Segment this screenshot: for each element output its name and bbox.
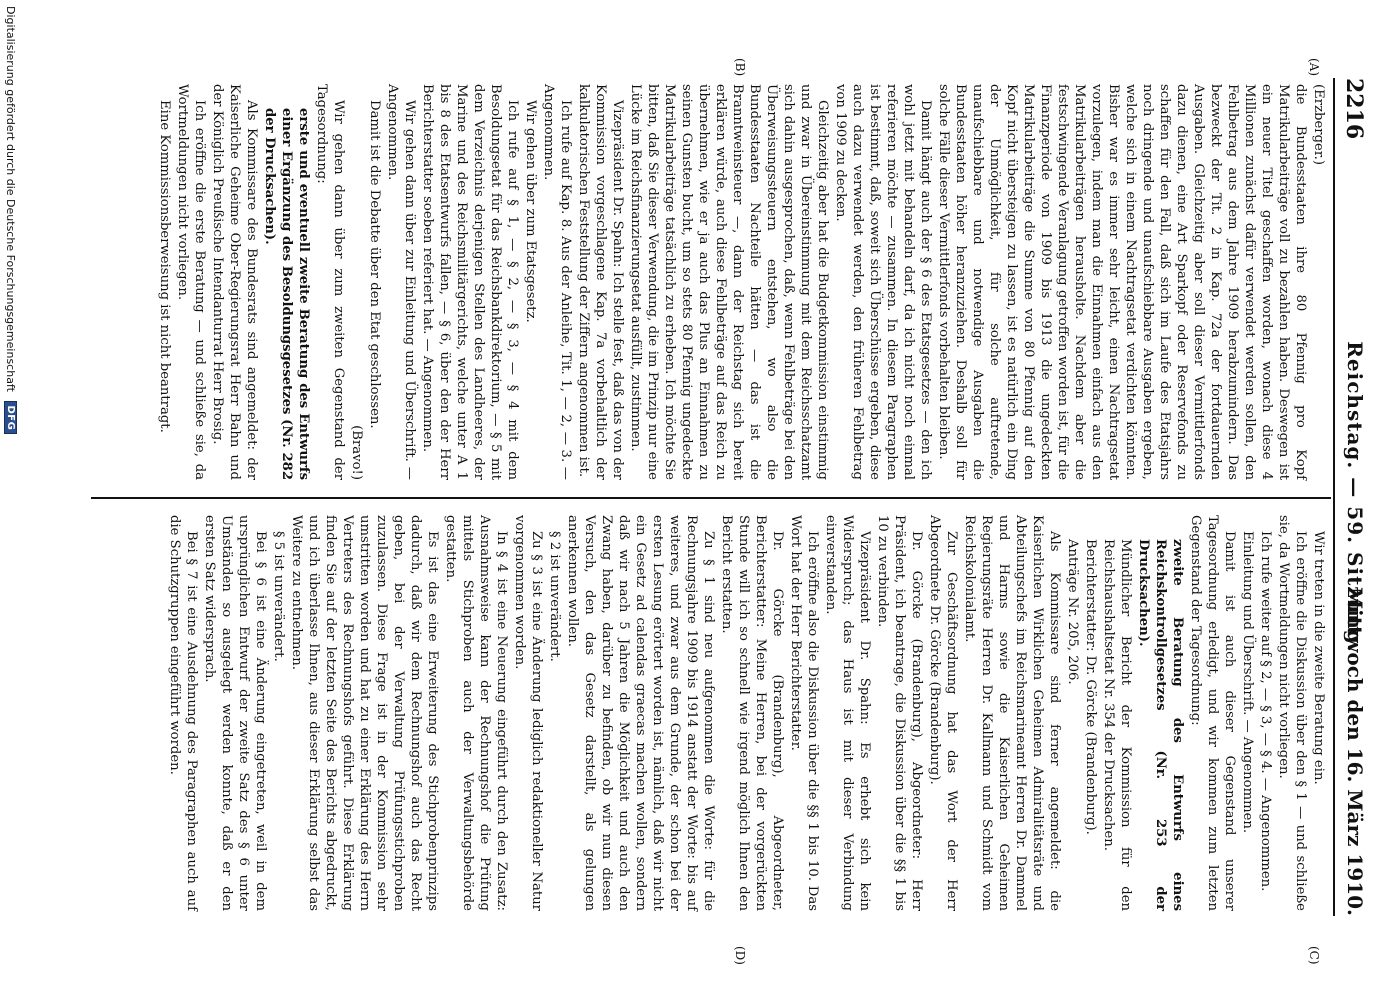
paragraph: Eine Kommissionsberweisung ist nicht beantragt. <box>157 100 172 433</box>
agenda-item: erste und eventuell zweite Beratung des Entwurfs einer Ergänzung des Besoldungsgesetzes (Nr. 282 der Drucksachen). <box>262 108 311 480</box>
paragraph: Wir treten in die zweite Beratung ein. <box>1311 531 1326 785</box>
paragraph: Zur Geschäftsordnung hat das Wort der Herr Abgeordnete Dr. Görcke (Brandenburg). <box>927 515 959 911</box>
paragraph: Vizepräsident Dr. Spahn: Es erhebt sich kein Widerspruch; das Haus ist mit dieser Verbindung einverstanden. <box>823 515 872 911</box>
paragraph: Berichterstatter: Dr. Görcke (Brandenburg). <box>1083 539 1098 835</box>
paragraph: Zu § 1 sind neu aufgenommen die Worte: für die Rechnungsjahre 1909 bis 1914 anstatt der Worte: bis auf weiteres, und zwar aus dem Grunde, der schon bei der ersten Lesung erörtert worden ist, nämlich, daß wir nicht ein Gesetz ad calendas graecas machen wollen, sondern daß wir nach 5 Jahren die Möglichkeit und auch den Zwang haben, darüber zu befinden, ob wir nun diesen Versuch, den das Gesetz darstellt, als gelungen anerkennen wollen. <box>565 515 716 911</box>
paragraph: Anträge Nr. 205, 206. <box>1065 539 1080 685</box>
paragraph: Ich rufe weiter auf § 2, — § 3, — § 4. — Angenommen. <box>1258 531 1273 892</box>
paragraph: Es ist das eine Erweiterung des Stichprobenprinzips dadurch, daß wir dem Rechnungshof auch das Recht geben, bei der Verwaltung Prüfungsstichproben zuzulassen. Diese Frage ist in der Kommission sehr umstritten worden und hat zu einer Erklärung des Herrn Vertreters des Rechnungshofs geführt. Diese Erklärung finden Sie auf der letzten Seite des Berichts abgedruckt, und ich überlasse Ihnen, aus dieser Erklärung selbst das Weitere zu entnehmen. <box>289 515 440 911</box>
paragraph: Bei § 6 ist eine Änderung eingetreten, weil in dem ursprünglichen Entwurf der zweite Satz des § 6 unter Umständen so ausgelegt werden konnte, daß er den ersten Satz widersprach. <box>202 515 268 911</box>
paragraph: Damit ist die Debatte über den Etat geschlossen. <box>367 100 382 429</box>
paragraph: In § 4 ist eine Neuerung eingeführt durch den Zusatz: Ausnahmsweise kann der Rechnungshof die Prüfung mittels Stichproben auch der Verwaltungsbehörde gestatten. <box>443 515 509 911</box>
paragraph: Als Kommissare sind ferner angemeldet: die Kaiserlichen Wirklichen Geheimen Admiralitätsräte und Abteilungschefs im Reichsmarineamt Herren Dr. Dammel und Harms sowie die Kaiserlichen Geheimen Regierungsräte Herren Dr. Kallmann und Schmidt vom Reichskolonialamt. <box>962 515 1062 911</box>
margin-marker-a: (A) <box>1307 58 1321 77</box>
paragraph: Damit ist auch dieser Gegenstand unserer Tagesordnung erledigt, und wir kommen zum letzten Gegenstand der Tagesordnung: <box>1188 515 1237 911</box>
session-date: Mittwoch den 16. März 1910. <box>1343 586 1367 916</box>
right-column <box>165 515 1327 911</box>
margin-marker-c: (C) <box>1307 946 1321 965</box>
paragraph: Einleitung und Überschrift. — Angenommen. <box>1240 531 1255 834</box>
paragraph: Damit hängt auch der § 6 des Etatsgesetzes — den ich wohl jetzt mit behandeln darf, da ich nicht noch einmal referieren möchte — zusammen. In diesem Paragraphen ist bestimmt, daß, soweit sich Überschüsse ergeben, diese auch dazu verwendet werden, den früheren Fehlbetrag von 1909 zu decken. <box>833 84 933 480</box>
page-title: Reichstag. — 59. Sitzung. <box>1343 341 1367 653</box>
paragraph: Ich rufe auf § 1, — § 2, — § 3, — § 4 mit dem Besoldungsetat für das Reichsbankdirektorium, — § 5 mit dem Verzeichnis derjenigen Stellen des Landheeres, der Marine und des Reichsmilitärgerichts, welche unter A 1 bis 8 des Etatsentwurfs fallen, — § 6, über den der Herr Berichterstatter soeben referiert hat. — Angenommen. <box>420 84 520 480</box>
page-header <box>1337 78 1367 916</box>
page-number: 2216 <box>1341 78 1367 140</box>
applause-note: (Bravo!) <box>349 425 364 480</box>
paragraph: § 5 ist unverändert. <box>271 531 286 662</box>
paragraph: Ich eröffne die Diskussion über den § 1 — und schließe sie, da Wortmeldungen nicht vorliegen. <box>1276 515 1308 911</box>
column-divider <box>91 497 1331 499</box>
paragraph: Ich eröffne die erste Beratung — und schließe sie, da Wortmeldungen nicht vorliegen. <box>175 84 207 480</box>
paragraph: Vizepräsident Dr. Spahn: Ich stelle fest, daß das von der Kommission vorgeschlagene Kap. 7a vorbehaltlich der kalkulatorischen Feststellung der Ziffern angenommen ist. <box>576 84 625 480</box>
paragraph: die Bundesstaaten ihre 80 Pfennig pro Kopf Matrikularbeiträge voll zu bezahlen haben. Deswegen ist ein neuer Titel geschaffen worden, wonach diese 4 Millionen zunächst dafür verwendet werden sollen, den Fehlbetrag aus dem Jahre 1909 herabzumindern. Das bezweckt der Tit. 2 in Kap. 72a der fortdauernden Ausgaben. Gleichzeitig aber soll dieser Vermittlerfonds dazu dienen, eine Art Sparkopf oder Reservefonds zu schaffen für den Fall, daß sich im Laufe des Etatsjahrs noch dringende und unaufschiebbare Ausgaben ergeben, welche sich in einem Nachtragsetat verdichten könnten. Bisher war es immer sehr leicht, einen Nachtragsetat vorzulegen, indem man die Einnahmen einfach aus den Matrikularbeiträgen herausholte. Nachdem aber die festschwingende Veranlagung getroffen worden ist, für die Finanzperiode von 1909 bis 1913 die ungedeckten Matrikularbeiträge die Summe von 80 Pfennig auf den Kopf nicht übersteigen zu lassen, ist es natürlich ein Ding der Unmöglichkeit, für solche auftretende, unaufschiebbare und notwendige Ausgaben die Bundesstaaten höher heranzuziehen. Deshalb soll für solche Fälle dieser Vermittlerfonds vorbehalten bleiben. <box>936 84 1308 480</box>
paragraph: Mündlicher Bericht der Kommission für den Reichshaushaltsetat Nr. 354 der Drucksachen. <box>1101 539 1133 911</box>
paragraph: § 2 ist unverändert. <box>547 531 562 662</box>
dfg-logo-icon: DFG <box>4 401 17 434</box>
paragraph: Ich eröffne also die Diskussion über die §§ 1 bis 10. Das Wort hat der Herr Berichterstatter. <box>788 515 820 911</box>
paragraph: Wir gehen dann über zum zweiten Gegenstand der Tagesordnung: <box>314 84 346 480</box>
digitization-credit <box>4 6 18 434</box>
margin-marker-b: (B) <box>733 58 747 77</box>
paragraph: Gleichzeitig aber hat die Budgetkommission einstimmig und zwar in Übereinstimmung mit dem Reichsschatzamt sich dahin ausgesprochen, daß, wenn Fehlbeträge bei den Überweisungssteuern entstehen, wo also die Bundesstaaten Nachteile hätten — das ist die Branntweinsteuer —, dann der Reichstag sich bereit erklären würde, auch diese Fehlbeträge auf das Reich zu übernehmen, wie er ja auch das Plus an Einnahmen zu seinen Gunsten bucht, um so stets 80 Pfennig ungedeckte Matrikularbeiträge tatsächlich zu erheben. Ich möchte Sie bitten, daß Sie dieser Verwendung, die im Prinzip nur eine Lücke im Reichsfinanzierungsetat ausfüllt, zustimmen. <box>628 84 830 480</box>
paragraph: Wir gehen dann über zur Einleitung und Überschrift. — Angenommen. <box>385 84 417 480</box>
speaker-note: (Erzberger.) <box>1311 84 1326 166</box>
paragraph: Ich rufe auf Kap. 8. Aus der Anleihe, Tit. 1, — 2, — 3. — Angenommen. <box>541 84 573 480</box>
paragraph: Zu § 3 ist eine Änderung lediglich redaktioneller Natur vorgenommen worden. <box>512 515 544 911</box>
margin-marker-d: (D) <box>733 946 747 965</box>
paragraph: Dr. Görcke (Brandenburg), Abgeordneter: Herr Präsident, ich beantrage, die Diskussion über die §§ 1 bis 10 zu verbinden. <box>875 515 924 911</box>
paragraph: Bei § 7 ist eine Ausdehnung des Paragraphen auch auf die Schutzgruppen eingeführt worden. <box>167 515 199 911</box>
agenda-item: zweite Beratung des Entwurfs eines Reichskontrollgesetzes (Nr. 253 der Drucksachen). <box>1136 539 1185 911</box>
paragraph: Als Kommissare des Bundesrats sind angemeldet: der Kaiserliche Geheime Ober-Regierungsrat Herr Bahn und der Königlich Preußische Intendanturrat Herr Brosig. <box>210 84 259 480</box>
header-rule <box>1333 78 1335 916</box>
paragraph: Dr. Görcke (Brandenburg), Abgeordneter, Berichterstatter: Meine Herren, bei der vorgerückten Stunde will ich so schnell wie irgend möglich Ihnen den Bericht erstatten. <box>719 515 785 911</box>
credit-text: Digitalisierung gefördert durch die Deutsche Forschungsgemeinschaft <box>4 6 18 392</box>
paragraph: Wir gehen über zum Etatsgesetz. <box>523 100 538 323</box>
left-column <box>155 84 1327 480</box>
